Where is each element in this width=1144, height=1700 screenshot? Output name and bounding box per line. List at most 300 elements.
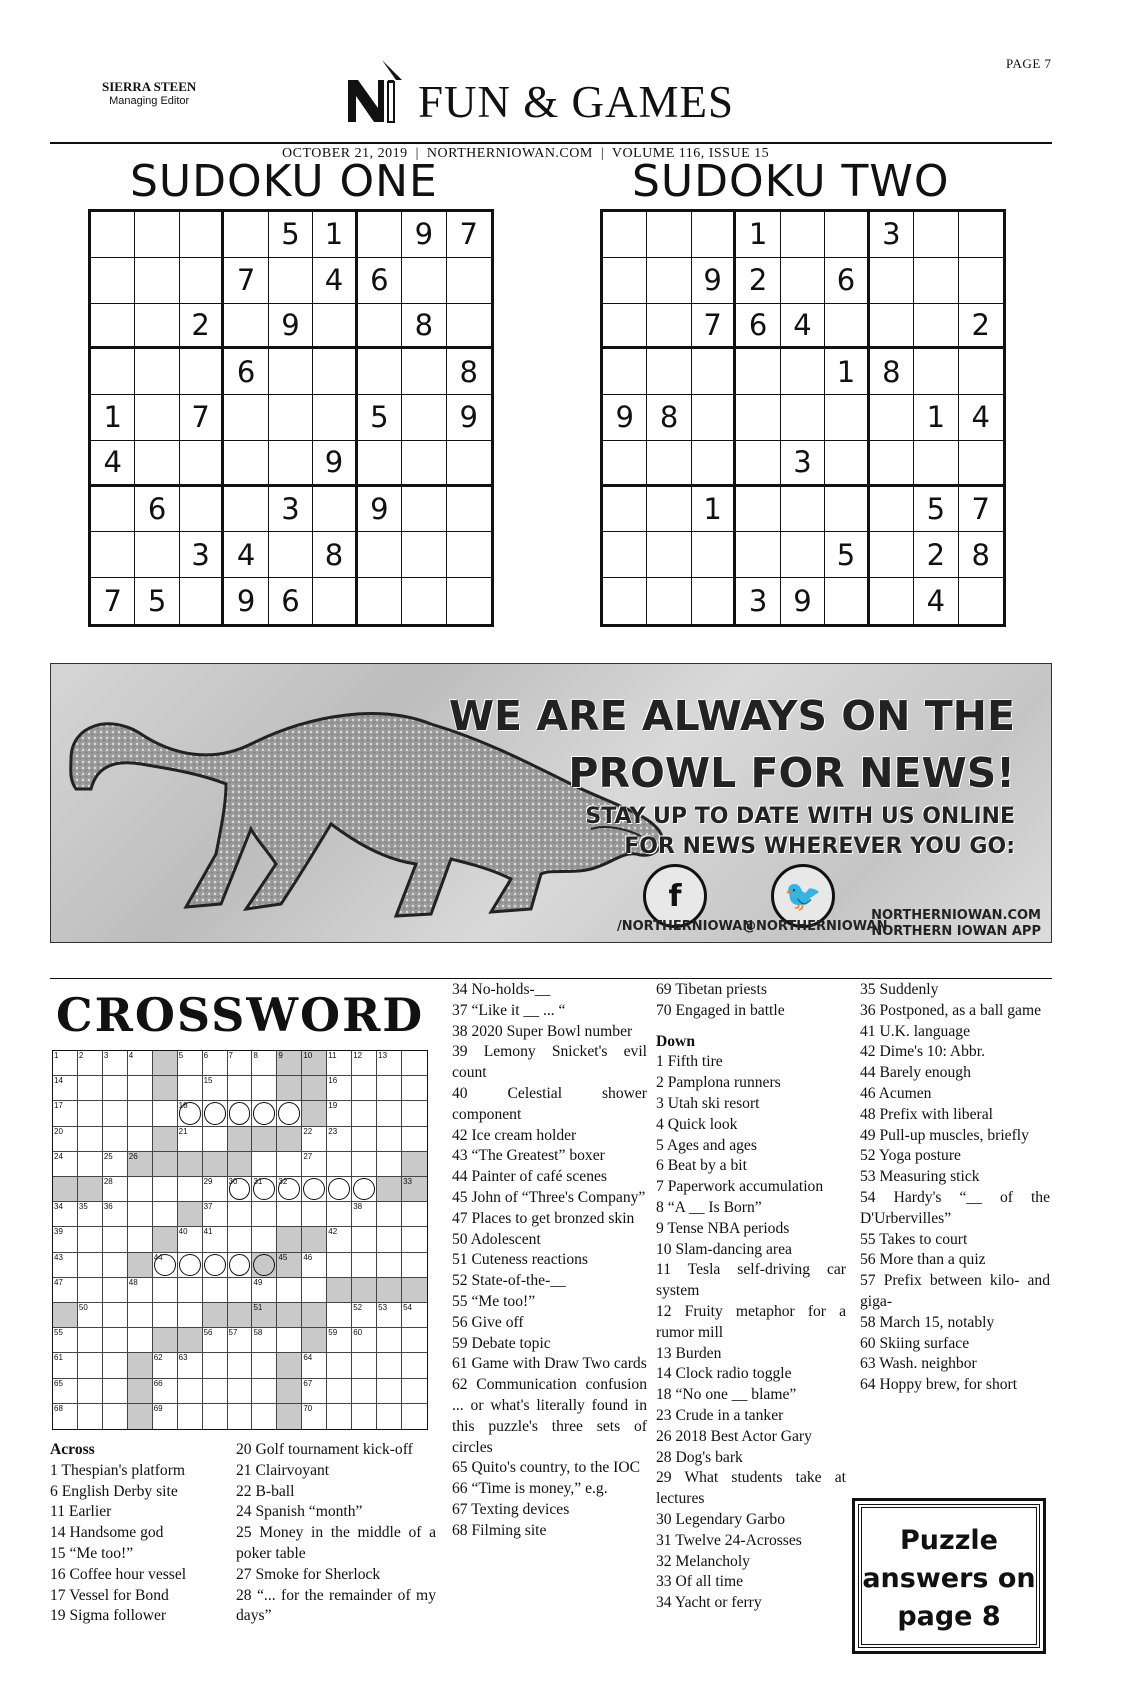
crossword-cell[interactable] bbox=[103, 1076, 128, 1101]
crossword-circled-cell[interactable] bbox=[178, 1101, 203, 1126]
crossword-cell[interactable] bbox=[178, 1353, 203, 1378]
facebook-icon[interactable]: f bbox=[643, 864, 707, 928]
sudoku-cell[interactable]: 6 bbox=[224, 349, 268, 395]
sudoku-cell[interactable] bbox=[736, 532, 780, 578]
crossword-cell[interactable] bbox=[103, 1404, 128, 1429]
sudoku-cell[interactable] bbox=[692, 532, 736, 578]
crossword-cell[interactable] bbox=[103, 1127, 128, 1152]
crossword-cell[interactable] bbox=[78, 1404, 103, 1429]
sudoku-cell[interactable] bbox=[736, 349, 780, 395]
crossword-cell[interactable] bbox=[327, 1152, 352, 1177]
sudoku-cell[interactable] bbox=[269, 395, 313, 441]
sudoku-cell[interactable]: 4 bbox=[914, 578, 958, 624]
sudoku-cell[interactable]: 9 bbox=[692, 258, 736, 304]
crossword-cell[interactable] bbox=[352, 1051, 377, 1076]
crossword-cell[interactable] bbox=[178, 1404, 203, 1429]
crossword-cell[interactable] bbox=[352, 1076, 377, 1101]
crossword-cell[interactable] bbox=[252, 1353, 277, 1378]
crossword-cell[interactable] bbox=[203, 1051, 228, 1076]
sudoku-cell[interactable] bbox=[91, 212, 135, 258]
sudoku-cell[interactable] bbox=[447, 487, 491, 533]
crossword-cell[interactable] bbox=[203, 1379, 228, 1404]
crossword-circled-cell[interactable] bbox=[252, 1101, 277, 1126]
sudoku-cell[interactable]: 3 bbox=[269, 487, 313, 533]
sudoku-cell[interactable] bbox=[313, 304, 357, 350]
sudoku-cell[interactable] bbox=[603, 532, 647, 578]
sudoku-cell[interactable] bbox=[870, 304, 914, 350]
crossword-cell[interactable] bbox=[103, 1101, 128, 1126]
sudoku-cell[interactable]: 6 bbox=[358, 258, 402, 304]
crossword-cell[interactable] bbox=[302, 1253, 327, 1278]
crossword-cell[interactable] bbox=[153, 1353, 178, 1378]
crossword-circled-cell[interactable] bbox=[203, 1101, 228, 1126]
sudoku-cell[interactable] bbox=[135, 532, 179, 578]
sudoku-cell[interactable] bbox=[647, 258, 691, 304]
sudoku-cell[interactable] bbox=[224, 304, 268, 350]
crossword-cell[interactable] bbox=[377, 1253, 402, 1278]
sudoku-cell[interactable] bbox=[870, 532, 914, 578]
sudoku-cell[interactable] bbox=[647, 532, 691, 578]
crossword-cell[interactable] bbox=[78, 1227, 103, 1252]
crossword-cell[interactable] bbox=[302, 1127, 327, 1152]
twitter-icon[interactable]: 🐦 bbox=[771, 864, 835, 928]
sudoku-cell[interactable]: 2 bbox=[914, 532, 958, 578]
crossword-cell[interactable] bbox=[402, 1101, 427, 1126]
crossword-cell[interactable] bbox=[128, 1278, 153, 1303]
sudoku-cell[interactable] bbox=[402, 349, 446, 395]
sudoku-cell[interactable] bbox=[402, 532, 446, 578]
crossword-cell[interactable] bbox=[402, 1404, 427, 1429]
sudoku-cell[interactable] bbox=[736, 487, 780, 533]
crossword-cell[interactable] bbox=[203, 1353, 228, 1378]
crossword-circled-cell[interactable] bbox=[178, 1253, 203, 1278]
sudoku-cell[interactable] bbox=[959, 349, 1003, 395]
sudoku-cell[interactable] bbox=[447, 441, 491, 487]
crossword-cell[interactable] bbox=[402, 1253, 427, 1278]
crossword-cell[interactable] bbox=[228, 1051, 253, 1076]
crossword-cell[interactable] bbox=[377, 1152, 402, 1177]
crossword-cell[interactable] bbox=[53, 1152, 78, 1177]
crossword-cell[interactable] bbox=[377, 1227, 402, 1252]
sudoku-cell[interactable] bbox=[135, 349, 179, 395]
crossword-cell[interactable] bbox=[377, 1379, 402, 1404]
crossword-cell[interactable] bbox=[178, 1278, 203, 1303]
sudoku-cell[interactable] bbox=[180, 441, 224, 487]
sudoku-cell[interactable]: 2 bbox=[736, 258, 780, 304]
sudoku-cell[interactable] bbox=[180, 212, 224, 258]
sudoku-cell[interactable]: 3 bbox=[736, 578, 780, 624]
sudoku-cell[interactable]: 4 bbox=[91, 441, 135, 487]
sudoku-cell[interactable] bbox=[402, 395, 446, 441]
sudoku-cell[interactable]: 1 bbox=[91, 395, 135, 441]
crossword-cell[interactable] bbox=[228, 1278, 253, 1303]
sudoku-cell[interactable] bbox=[313, 578, 357, 624]
crossword-cell[interactable] bbox=[128, 1303, 153, 1328]
crossword-cell[interactable] bbox=[203, 1177, 228, 1202]
crossword-cell[interactable] bbox=[228, 1076, 253, 1101]
sudoku-cell[interactable] bbox=[91, 487, 135, 533]
sudoku-cell[interactable] bbox=[402, 487, 446, 533]
sudoku-cell[interactable] bbox=[91, 532, 135, 578]
sudoku-cell[interactable] bbox=[358, 532, 402, 578]
sudoku-cell[interactable]: 5 bbox=[914, 487, 958, 533]
crossword-circled-cell[interactable] bbox=[302, 1177, 327, 1202]
crossword-cell[interactable] bbox=[302, 1202, 327, 1227]
crossword-cell[interactable] bbox=[78, 1278, 103, 1303]
crossword-cell[interactable] bbox=[402, 1051, 427, 1076]
sudoku-cell[interactable] bbox=[180, 258, 224, 304]
sudoku-cell[interactable] bbox=[825, 212, 869, 258]
sudoku-cell[interactable] bbox=[447, 578, 491, 624]
crossword-cell[interactable] bbox=[252, 1051, 277, 1076]
crossword-cell[interactable] bbox=[327, 1227, 352, 1252]
crossword-cell[interactable] bbox=[228, 1353, 253, 1378]
crossword-cell[interactable] bbox=[203, 1328, 228, 1353]
sudoku-cell[interactable] bbox=[914, 349, 958, 395]
sudoku-cell[interactable]: 1 bbox=[914, 395, 958, 441]
crossword-cell[interactable] bbox=[252, 1379, 277, 1404]
crossword-cell[interactable] bbox=[53, 1379, 78, 1404]
crossword-cell[interactable] bbox=[377, 1101, 402, 1126]
sudoku-cell[interactable]: 7 bbox=[91, 578, 135, 624]
sudoku-cell[interactable] bbox=[269, 349, 313, 395]
sudoku-cell[interactable] bbox=[91, 258, 135, 304]
sudoku-cell[interactable]: 7 bbox=[447, 212, 491, 258]
crossword-cell[interactable] bbox=[153, 1404, 178, 1429]
crossword-cell[interactable] bbox=[277, 1278, 302, 1303]
sudoku-cell[interactable] bbox=[603, 441, 647, 487]
crossword-cell[interactable] bbox=[153, 1303, 178, 1328]
sudoku-cell[interactable]: 6 bbox=[135, 487, 179, 533]
crossword-cell[interactable] bbox=[53, 1353, 78, 1378]
sudoku-cell[interactable] bbox=[692, 349, 736, 395]
crossword-cell[interactable] bbox=[377, 1404, 402, 1429]
crossword-cell[interactable] bbox=[352, 1127, 377, 1152]
sudoku-cell[interactable] bbox=[914, 258, 958, 304]
crossword-cell[interactable] bbox=[78, 1101, 103, 1126]
crossword-cell[interactable] bbox=[103, 1303, 128, 1328]
sudoku-cell[interactable] bbox=[870, 258, 914, 304]
crossword-circled-cell[interactable] bbox=[252, 1177, 277, 1202]
sudoku-cell[interactable] bbox=[313, 487, 357, 533]
crossword-cell[interactable] bbox=[128, 1051, 153, 1076]
sudoku-cell[interactable]: 6 bbox=[269, 578, 313, 624]
sudoku-cell[interactable] bbox=[647, 349, 691, 395]
crossword-cell[interactable] bbox=[178, 1227, 203, 1252]
crossword-cell[interactable] bbox=[302, 1404, 327, 1429]
sudoku-cell[interactable] bbox=[870, 487, 914, 533]
crossword-cell[interactable] bbox=[103, 1227, 128, 1252]
crossword-cell[interactable] bbox=[302, 1379, 327, 1404]
crossword-cell[interactable] bbox=[178, 1379, 203, 1404]
crossword-cell[interactable] bbox=[103, 1051, 128, 1076]
sudoku-cell[interactable]: 9 bbox=[402, 212, 446, 258]
sudoku-cell[interactable]: 9 bbox=[269, 304, 313, 350]
sudoku-cell[interactable] bbox=[91, 304, 135, 350]
sudoku-cell[interactable] bbox=[781, 395, 825, 441]
crossword-circled-cell[interactable] bbox=[203, 1253, 228, 1278]
sudoku-cell[interactable] bbox=[825, 578, 869, 624]
crossword-cell[interactable] bbox=[178, 1177, 203, 1202]
crossword-cell[interactable] bbox=[302, 1152, 327, 1177]
crossword-cell[interactable] bbox=[78, 1152, 103, 1177]
crossword-cell[interactable] bbox=[352, 1227, 377, 1252]
sudoku-cell[interactable]: 6 bbox=[736, 304, 780, 350]
sudoku-cell[interactable] bbox=[91, 349, 135, 395]
crossword-circled-cell[interactable] bbox=[327, 1177, 352, 1202]
sudoku-cell[interactable]: 8 bbox=[647, 395, 691, 441]
crossword-cell[interactable] bbox=[377, 1303, 402, 1328]
crossword-cell[interactable] bbox=[327, 1404, 352, 1429]
sudoku-cell[interactable] bbox=[825, 395, 869, 441]
crossword-cell[interactable] bbox=[352, 1379, 377, 1404]
crossword-cell[interactable] bbox=[402, 1379, 427, 1404]
crossword-cell[interactable] bbox=[377, 1127, 402, 1152]
sudoku-cell[interactable] bbox=[224, 212, 268, 258]
sudoku-cell[interactable] bbox=[692, 212, 736, 258]
sudoku-cell[interactable] bbox=[647, 578, 691, 624]
crossword-cell[interactable] bbox=[153, 1379, 178, 1404]
sudoku-cell[interactable] bbox=[736, 395, 780, 441]
crossword-circled-cell[interactable] bbox=[277, 1177, 302, 1202]
sudoku-cell[interactable]: 9 bbox=[603, 395, 647, 441]
crossword-cell[interactable] bbox=[252, 1227, 277, 1252]
sudoku-cell[interactable]: 1 bbox=[692, 487, 736, 533]
sudoku-cell[interactable] bbox=[358, 304, 402, 350]
sudoku-cell[interactable] bbox=[358, 212, 402, 258]
sudoku-cell[interactable] bbox=[224, 441, 268, 487]
sudoku-cell[interactable] bbox=[603, 349, 647, 395]
crossword-cell[interactable] bbox=[352, 1328, 377, 1353]
crossword-cell[interactable] bbox=[402, 1227, 427, 1252]
sudoku-cell[interactable] bbox=[313, 395, 357, 441]
sudoku-cell[interactable]: 9 bbox=[781, 578, 825, 624]
sudoku-cell[interactable]: 9 bbox=[313, 441, 357, 487]
sudoku-cell[interactable] bbox=[313, 349, 357, 395]
crossword-cell[interactable] bbox=[377, 1202, 402, 1227]
sudoku-cell[interactable] bbox=[781, 487, 825, 533]
crossword-circled-cell[interactable] bbox=[228, 1177, 253, 1202]
crossword-cell[interactable] bbox=[178, 1127, 203, 1152]
sudoku-cell[interactable]: 1 bbox=[825, 349, 869, 395]
sudoku-cell[interactable]: 9 bbox=[447, 395, 491, 441]
crossword-cell[interactable] bbox=[302, 1353, 327, 1378]
sudoku-cell[interactable] bbox=[870, 578, 914, 624]
crossword-cell[interactable] bbox=[352, 1404, 377, 1429]
crossword-cell[interactable] bbox=[78, 1328, 103, 1353]
sudoku-cell[interactable] bbox=[870, 441, 914, 487]
crossword-cell[interactable] bbox=[327, 1101, 352, 1126]
crossword-cell[interactable] bbox=[103, 1353, 128, 1378]
crossword-circled-cell[interactable] bbox=[277, 1101, 302, 1126]
sudoku-cell[interactable] bbox=[135, 304, 179, 350]
sudoku-cell[interactable] bbox=[180, 487, 224, 533]
crossword-cell[interactable] bbox=[252, 1278, 277, 1303]
sudoku-cell[interactable]: 4 bbox=[781, 304, 825, 350]
sudoku-cell[interactable] bbox=[224, 487, 268, 533]
sudoku-cell[interactable] bbox=[692, 441, 736, 487]
sudoku-cell[interactable] bbox=[781, 532, 825, 578]
sudoku-cell[interactable] bbox=[825, 304, 869, 350]
crossword-cell[interactable] bbox=[402, 1202, 427, 1227]
crossword-cell[interactable] bbox=[377, 1328, 402, 1353]
crossword-cell[interactable] bbox=[128, 1101, 153, 1126]
crossword-circled-cell[interactable] bbox=[352, 1177, 377, 1202]
crossword-circled-cell[interactable] bbox=[228, 1101, 253, 1126]
sudoku-cell[interactable]: 3 bbox=[180, 532, 224, 578]
crossword-cell[interactable] bbox=[53, 1101, 78, 1126]
sudoku-cell[interactable] bbox=[180, 349, 224, 395]
sudoku-cell[interactable] bbox=[402, 258, 446, 304]
crossword-cell[interactable] bbox=[128, 1202, 153, 1227]
crossword-cell[interactable] bbox=[277, 1202, 302, 1227]
crossword-cell[interactable] bbox=[53, 1253, 78, 1278]
crossword-cell[interactable] bbox=[252, 1328, 277, 1353]
crossword-cell[interactable] bbox=[78, 1127, 103, 1152]
crossword-cell[interactable] bbox=[53, 1404, 78, 1429]
sudoku-cell[interactable] bbox=[402, 441, 446, 487]
sudoku-cell[interactable] bbox=[135, 212, 179, 258]
crossword-cell[interactable] bbox=[352, 1253, 377, 1278]
sudoku-cell[interactable] bbox=[647, 212, 691, 258]
sudoku-cell[interactable] bbox=[914, 212, 958, 258]
sudoku-cell[interactable] bbox=[781, 258, 825, 304]
sudoku-cell[interactable] bbox=[781, 349, 825, 395]
crossword-cell[interactable] bbox=[402, 1303, 427, 1328]
sudoku-cell[interactable]: 5 bbox=[135, 578, 179, 624]
crossword-cell[interactable] bbox=[153, 1278, 178, 1303]
crossword-cell[interactable] bbox=[78, 1379, 103, 1404]
crossword-cell[interactable] bbox=[78, 1202, 103, 1227]
crossword-cell[interactable] bbox=[128, 1076, 153, 1101]
sudoku-cell[interactable] bbox=[736, 441, 780, 487]
crossword-cell[interactable] bbox=[103, 1379, 128, 1404]
sudoku-cell[interactable] bbox=[358, 441, 402, 487]
sudoku-cell[interactable]: 7 bbox=[180, 395, 224, 441]
sudoku-cell[interactable]: 5 bbox=[358, 395, 402, 441]
crossword-cell[interactable] bbox=[377, 1051, 402, 1076]
crossword-cell[interactable] bbox=[78, 1051, 103, 1076]
sudoku-cell[interactable] bbox=[647, 487, 691, 533]
crossword-cell[interactable] bbox=[352, 1152, 377, 1177]
crossword-cell[interactable] bbox=[302, 1278, 327, 1303]
crossword-cell[interactable] bbox=[228, 1404, 253, 1429]
sudoku-cell[interactable]: 8 bbox=[313, 532, 357, 578]
sudoku-cell[interactable]: 7 bbox=[959, 487, 1003, 533]
crossword-cell[interactable] bbox=[352, 1353, 377, 1378]
sudoku-cell[interactable]: 8 bbox=[959, 532, 1003, 578]
sudoku-cell[interactable]: 1 bbox=[313, 212, 357, 258]
crossword-cell[interactable] bbox=[53, 1051, 78, 1076]
crossword-cell[interactable] bbox=[228, 1328, 253, 1353]
sudoku-cell[interactable] bbox=[447, 532, 491, 578]
crossword-cell[interactable] bbox=[203, 1076, 228, 1101]
sudoku-cell[interactable] bbox=[959, 441, 1003, 487]
crossword-cell[interactable] bbox=[103, 1177, 128, 1202]
sudoku-cell[interactable]: 1 bbox=[736, 212, 780, 258]
sudoku-cell[interactable]: 2 bbox=[959, 304, 1003, 350]
crossword-cell[interactable] bbox=[103, 1253, 128, 1278]
crossword-cell[interactable] bbox=[327, 1379, 352, 1404]
sudoku-cell[interactable]: 6 bbox=[825, 258, 869, 304]
crossword-cell[interactable] bbox=[103, 1328, 128, 1353]
crossword-cell[interactable] bbox=[153, 1202, 178, 1227]
crossword-cell[interactable] bbox=[128, 1177, 153, 1202]
sudoku-cell[interactable] bbox=[825, 487, 869, 533]
sudoku-cell[interactable]: 8 bbox=[870, 349, 914, 395]
sudoku-cell[interactable] bbox=[959, 212, 1003, 258]
sudoku-cell[interactable] bbox=[959, 578, 1003, 624]
sudoku-cell[interactable] bbox=[914, 441, 958, 487]
sudoku-cell[interactable]: 4 bbox=[313, 258, 357, 304]
sudoku-cell[interactable] bbox=[603, 212, 647, 258]
crossword-cell[interactable] bbox=[203, 1278, 228, 1303]
crossword-cell[interactable] bbox=[78, 1076, 103, 1101]
sudoku-cell[interactable]: 7 bbox=[224, 258, 268, 304]
crossword-cell[interactable] bbox=[277, 1152, 302, 1177]
crossword-cell[interactable] bbox=[53, 1278, 78, 1303]
crossword-cell[interactable] bbox=[53, 1328, 78, 1353]
crossword-cell[interactable] bbox=[252, 1202, 277, 1227]
sudoku-cell[interactable]: 9 bbox=[224, 578, 268, 624]
sudoku-cell[interactable] bbox=[358, 349, 402, 395]
crossword-cell[interactable] bbox=[402, 1328, 427, 1353]
sudoku-cell[interactable] bbox=[402, 578, 446, 624]
crossword-cell[interactable] bbox=[228, 1379, 253, 1404]
crossword-cell[interactable] bbox=[153, 1177, 178, 1202]
crossword-cell[interactable] bbox=[78, 1353, 103, 1378]
sudoku-cell[interactable]: 9 bbox=[358, 487, 402, 533]
crossword-cell[interactable] bbox=[228, 1202, 253, 1227]
sudoku-cell[interactable] bbox=[135, 441, 179, 487]
crossword-cell[interactable] bbox=[178, 1051, 203, 1076]
sudoku-cell[interactable] bbox=[269, 258, 313, 304]
crossword-cell[interactable] bbox=[327, 1353, 352, 1378]
sudoku-cell[interactable] bbox=[647, 441, 691, 487]
sudoku-cell[interactable] bbox=[647, 304, 691, 350]
crossword-circled-cell[interactable] bbox=[153, 1253, 178, 1278]
sudoku-cell[interactable] bbox=[781, 212, 825, 258]
sudoku-cell[interactable] bbox=[135, 258, 179, 304]
crossword-cell[interactable] bbox=[377, 1353, 402, 1378]
crossword-cell[interactable] bbox=[203, 1227, 228, 1252]
crossword-cell[interactable] bbox=[53, 1127, 78, 1152]
sudoku-cell[interactable]: 5 bbox=[825, 532, 869, 578]
crossword-cell[interactable] bbox=[402, 1353, 427, 1378]
sudoku-cell[interactable] bbox=[447, 258, 491, 304]
sudoku-cell[interactable]: 8 bbox=[447, 349, 491, 395]
crossword-cell[interactable] bbox=[53, 1227, 78, 1252]
sudoku-cell[interactable] bbox=[692, 395, 736, 441]
sudoku-cell[interactable] bbox=[269, 441, 313, 487]
crossword-cell[interactable] bbox=[402, 1127, 427, 1152]
sudoku-cell[interactable]: 3 bbox=[781, 441, 825, 487]
crossword-cell[interactable] bbox=[352, 1101, 377, 1126]
sudoku-cell[interactable] bbox=[358, 578, 402, 624]
sudoku-cell[interactable] bbox=[269, 532, 313, 578]
sudoku-cell[interactable] bbox=[603, 487, 647, 533]
crossword-cell[interactable] bbox=[78, 1253, 103, 1278]
crossword-cell[interactable] bbox=[103, 1152, 128, 1177]
crossword-cell[interactable] bbox=[103, 1278, 128, 1303]
crossword-cell[interactable] bbox=[327, 1076, 352, 1101]
sudoku-cell[interactable] bbox=[603, 258, 647, 304]
crossword-cell[interactable] bbox=[327, 1328, 352, 1353]
crossword-cell[interactable] bbox=[377, 1076, 402, 1101]
crossword-cell[interactable] bbox=[178, 1303, 203, 1328]
crossword-cell[interactable] bbox=[402, 1076, 427, 1101]
crossword-cell[interactable] bbox=[128, 1127, 153, 1152]
